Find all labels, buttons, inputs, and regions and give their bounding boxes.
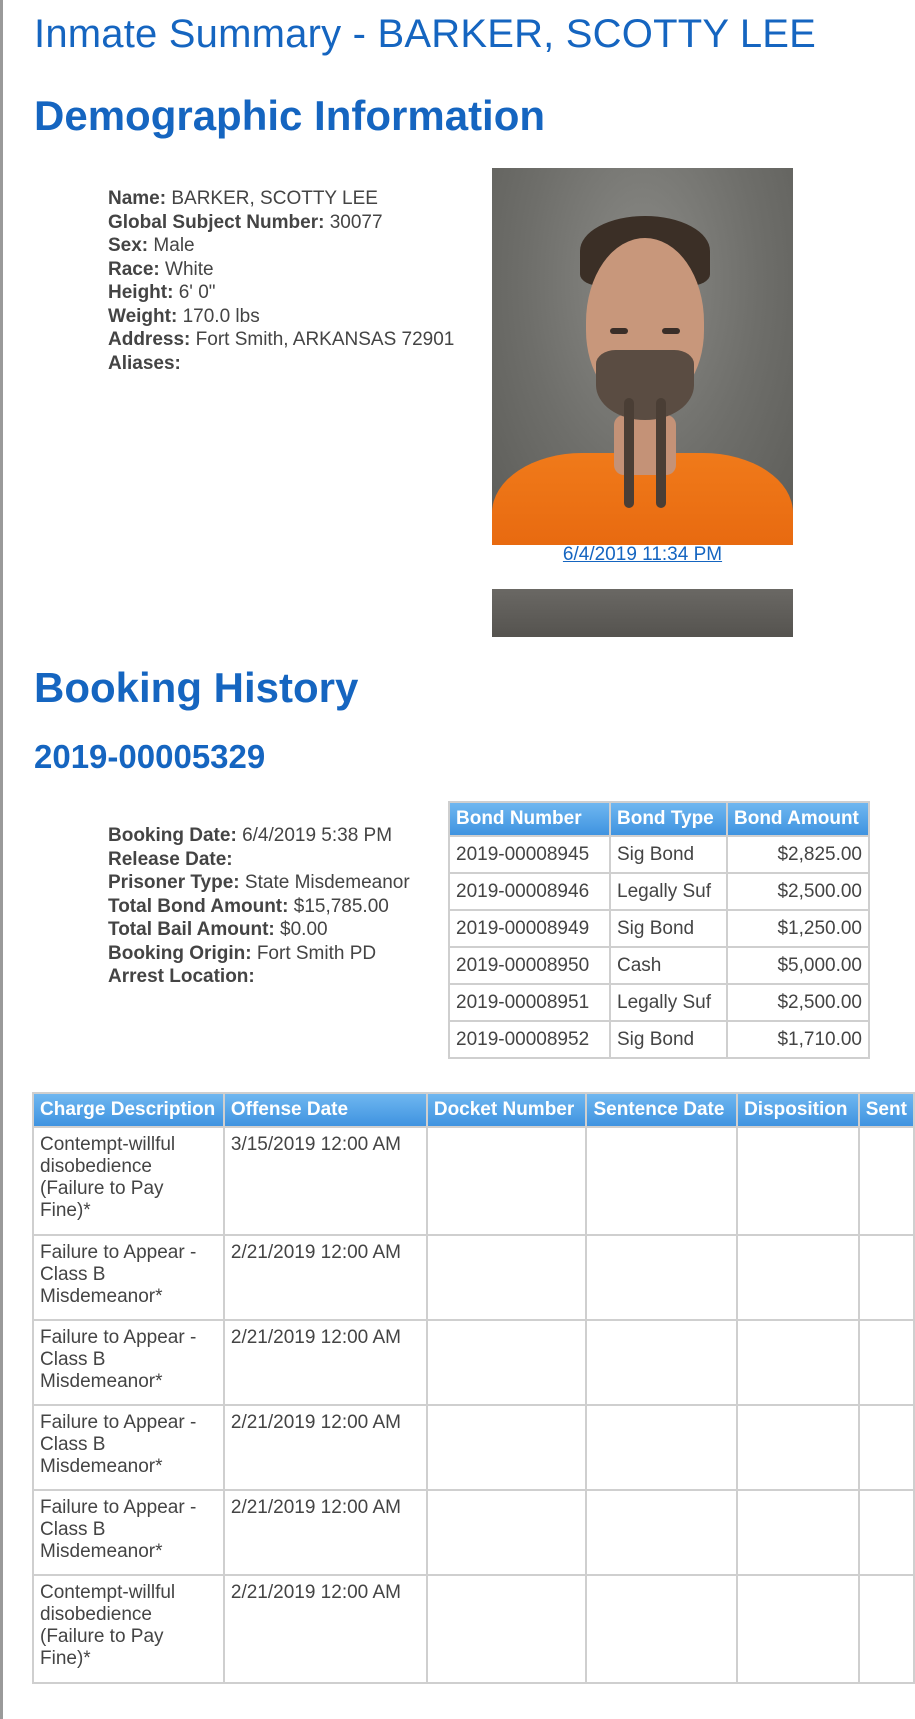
name-label: Name: [108,188,167,209]
height-value: 6' 0" [178,282,216,303]
charges-table [32,1092,915,1684]
aliases-row [108,352,454,376]
disposition [738,1128,858,1234]
mugshot-photo [492,168,793,545]
photo-braid-left [624,398,634,508]
sentence-date [587,1321,736,1404]
bond-type-header: Bond Type [611,803,726,835]
docket-number [428,1236,586,1319]
sex-row [108,234,454,258]
race-row [108,258,454,282]
left-border [0,0,3,1719]
prisoner-type-value: State Misdemeanor [244,872,410,893]
demographics-heading: Demographic Information [34,92,546,139]
docket-number [428,1128,586,1234]
booking-origin-row [108,942,410,966]
docket-number-header: Docket Number [428,1094,586,1126]
disposition [738,1236,858,1319]
demographics-details [108,187,454,375]
total-bond-value: $15,785.00 [293,895,389,917]
booking-history-heading: Booking History [34,664,359,711]
bond-type: Sig Bond [611,1022,726,1057]
sentence-date [587,1576,736,1682]
sentence [860,1491,913,1574]
table-row [34,1321,913,1404]
booking-date-row [108,824,410,848]
sentence [860,1406,913,1489]
table-row [34,1406,913,1489]
total-bail-value: $0.00 [280,919,328,940]
sex-label: Sex: [108,235,149,256]
sentence [860,1321,913,1404]
aliases-label: Aliases: [108,352,181,374]
table-row [34,1128,913,1234]
total-bail-label: Total Bail Amount: [108,919,275,940]
charge-description: Failure to Appear - Class B Misdemeanor* [34,1321,223,1404]
offense-date: 3/15/2019 12:00 AM [225,1128,426,1234]
bond-type: Legally Suf [611,874,726,909]
photo-eye-right [662,328,680,334]
bond-amount: $1,250.00 [728,911,868,946]
photo-braid-right [656,398,666,508]
sentence [860,1236,913,1319]
bond-amount: $2,825.00 [728,837,868,872]
release-date-label: Release Date: [108,848,233,870]
table-row [450,837,868,872]
sentence-header: Sent [860,1094,913,1126]
table-row [450,911,868,946]
weight-value: 170.0 lbs [182,305,260,327]
bond-type: Sig Bond [611,837,726,872]
total-bond-row [108,895,410,919]
bond-amount: $1,710.00 [728,1022,868,1057]
weight-row [108,305,454,329]
bond-type: Cash [611,948,726,983]
booking-date-value: 6/4/2019 5:38 PM [242,825,393,846]
gsn-label: Global Subject Number: [108,211,325,233]
gsn-value: 30077 [329,211,383,233]
address-label: Address: [108,329,191,350]
charge-description-header: Charge Description [34,1094,223,1126]
photo-date-link[interactable]: 6/4/2019 11:34 PM [562,544,723,565]
height-label: Height: [108,282,174,303]
disposition [738,1576,858,1682]
table-row [34,1491,913,1574]
disposition [738,1491,858,1574]
name-row [108,187,454,211]
sentence-date-header: Sentence Date [587,1094,736,1126]
charge-description: Contempt-willful disobedience (Failure to Pay Fine)* [34,1128,223,1234]
bond-type: Sig Bond [611,911,726,946]
bond-number: 2019-00008945 [450,837,609,872]
address-row [108,328,454,352]
prisoner-type-row [108,871,410,895]
sentence [860,1576,913,1682]
secondary-photo-thumbnail [492,589,793,637]
docket-number [428,1576,586,1682]
table-row [34,1576,913,1682]
table-row [34,1236,913,1319]
sentence [860,1128,913,1234]
offense-date: 2/21/2019 12:00 AM [225,1406,426,1489]
release-date-row [108,848,410,872]
bond-amount-header: Bond Amount [728,803,868,835]
sentence-date [587,1491,736,1574]
sex-value: Male [153,235,195,256]
bond-amount: $2,500.00 [728,874,868,909]
arrest-location-row [108,965,410,989]
total-bond-label: Total Bond Amount: [108,895,289,917]
disposition [738,1406,858,1489]
race-label: Race: [108,258,160,280]
table-row [450,985,868,1020]
bond-table [448,801,870,1059]
charge-description: Failure to Appear - Class B Misdemeanor* [34,1236,223,1319]
booking-origin-value: Fort Smith PD [256,942,377,964]
height-row [108,281,454,305]
photo-beard [596,350,694,420]
photo-eye-left [610,328,628,334]
charge-description: Failure to Appear - Class B Misdemeanor* [34,1491,223,1574]
charges-header-row [34,1094,913,1126]
bond-number: 2019-00008952 [450,1022,609,1057]
bond-number: 2019-00008951 [450,985,609,1020]
sentence-date [587,1128,736,1234]
disposition-header: Disposition [738,1094,858,1126]
offense-date: 2/21/2019 12:00 AM [225,1236,426,1319]
booking-number-heading: 2019-00005329 [34,738,266,775]
bond-amount: $2,500.00 [728,985,868,1020]
offense-date: 2/21/2019 12:00 AM [225,1491,426,1574]
address-value: Fort Smith, ARKANSAS 72901 [195,329,455,350]
page-title: Inmate Summary - BARKER, SCOTTY LEE [34,12,817,56]
arrest-location-label: Arrest Location: [108,966,255,987]
docket-number [428,1491,586,1574]
offense-date-header: Offense Date [225,1094,426,1126]
charge-description: Failure to Appear - Class B Misdemeanor* [34,1406,223,1489]
prisoner-type-label: Prisoner Type: [108,872,240,893]
offense-date: 2/21/2019 12:00 AM [225,1576,426,1682]
docket-number [428,1321,586,1404]
table-row [450,948,868,983]
booking-details [108,824,410,989]
sentence-date [587,1406,736,1489]
name-value: BARKER, SCOTTY LEE [171,188,378,209]
bond-number: 2019-00008950 [450,948,609,983]
sentence-date [587,1236,736,1319]
weight-label: Weight: [108,305,178,327]
total-bail-row [108,918,410,942]
race-value: White [165,258,214,280]
bond-number-header: Bond Number [450,803,609,835]
table-row [450,874,868,909]
bond-type: Legally Suf [611,985,726,1020]
bond-header-row [450,803,868,835]
table-row [450,1022,868,1057]
booking-date-label: Booking Date: [108,825,237,846]
bond-amount: $5,000.00 [728,948,868,983]
disposition [738,1321,858,1404]
docket-number [428,1406,586,1489]
offense-date: 2/21/2019 12:00 AM [225,1321,426,1404]
bond-number: 2019-00008946 [450,874,609,909]
bond-number: 2019-00008949 [450,911,609,946]
booking-origin-label: Booking Origin: [108,942,252,964]
charge-description: Contempt-willful disobedience (Failure to Pay Fine)* [34,1576,223,1682]
gsn-row [108,211,454,235]
